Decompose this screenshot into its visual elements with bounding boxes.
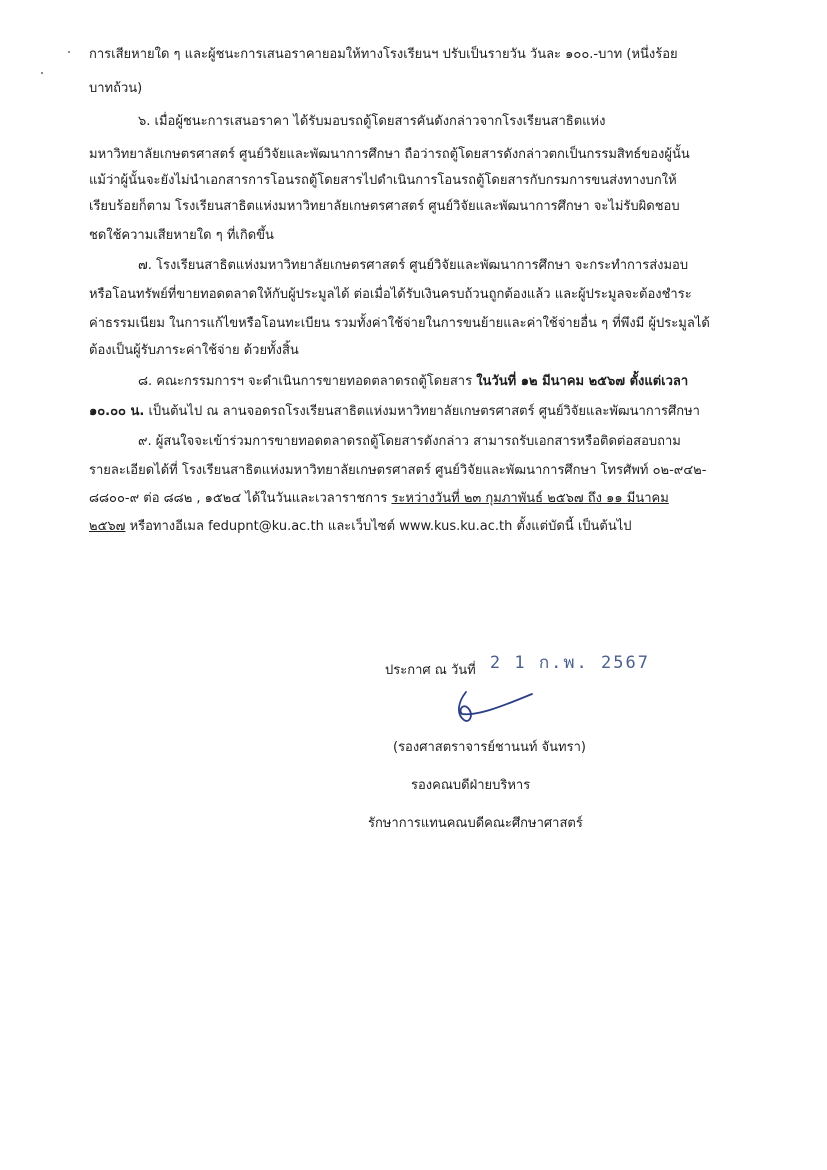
p8-line-1 — [138, 373, 688, 393]
announce-label: ประกาศ ณ วันที่ — [385, 663, 476, 678]
p9-line-3 — [89, 490, 669, 510]
p9-period-start: ระหว่างวันที่ ๒๓ กุมภาพันธ์ ๒๕๖๗ ถึง ๑๑ มีนาคม — [391, 491, 669, 506]
p6-line-2: มหาวิทยาลัยเกษตรศาสตร์ ศูนย์วิจัยและพัฒนาการศึกษา ถือว่ารถตู้โดยสารดังกล่าวตกเป็นกรรมสิทธ์ของผู้นั้น — [89, 147, 690, 162]
announce-date-line — [385, 653, 650, 680]
p8-auction-date: ในวันที่ ๑๒ มีนาคม ๒๕๖๗ ตั้งแต่เวลา — [476, 374, 689, 389]
p5-line-1: การเสียหายใด ๆ และผู้ชนะการเสนอราคายอมให้ทางโรงเรียนฯ ปรับเป็นรายวัน วันละ ๑๐๐.-บาท (หนึ่งร้อย — [89, 47, 678, 62]
p6-line-4: เรียบร้อยก็ตาม โรงเรียนสาธิตแห่งมหาวิทยาลัยเกษตรศาสตร์ ศูนย์วิจัยและพัฒนาการศึกษา จะไม่รับผิดชอบ — [89, 199, 680, 214]
signatory-acting-position: รักษาการแทนคณบดีคณะศึกษาศาสตร์ — [368, 816, 583, 831]
p7-line-4: ต้องเป็นผู้รับภาระค่าใช้จ่าย ด้วยทั้งสิ้น — [89, 343, 299, 358]
p9-period-end: ๒๕๖๗ — [89, 519, 126, 534]
scan-speck — [68, 51, 70, 53]
p9-line-3-text: ๘๘๐๐-๙ ต่อ ๘๘๒ , ๑๕๒๔ ได้ในวันและเวลาราชการ — [89, 491, 392, 506]
p9-line-4-text: หรือทางอีเมล fedupnt@ku.ac.th และเว็บไซต์ www.kus.ku.ac.th ตั้งแต่บัดนี้ เป็นต้นไป — [125, 519, 632, 534]
p6-line-3: แม้ว่าผู้นั้นจะยังไม่นำเอกสารการโอนรถตู้โดยสารไปดำเนินการโอนรถตู้โดยสารกับกรมการขนส่งทางบกให้ — [89, 173, 677, 188]
p6-line-1: ๖. เมื่อผู้ชนะการเสนอราคา ได้รับมอบรถตู้โดยสารคันดังกล่าวจากโรงเรียนสาธิตแห่ง — [138, 114, 606, 129]
p8-line-1-text: ๘. คณะกรรมการฯ จะดำเนินการขายทอดตลาดรถตู้โดยสาร — [138, 374, 477, 389]
handwritten-signature — [448, 688, 538, 728]
p8-line-2 — [89, 403, 700, 423]
signatory-position: รองคณบดีฝ่ายบริหาร — [411, 778, 531, 793]
p9-line-2: รายละเอียดได้ที่ โรงเรียนสาธิตแห่งมหาวิทยาลัยเกษตรศาสตร์ ศูนย์วิจัยและพัฒนาการศึกษา โทรศัพท์ ๐๒-๙๔๒- — [89, 463, 707, 478]
p7-line-2: หรือโอนทรัพย์ที่ขายทอดตลาดให้กับผู้ประมูลได้ ต่อเมื่อได้รับเงินครบถ้วนถูกต้องแล้ว และผู้ประมูลจะต้องชำระ — [89, 287, 692, 302]
date-stamp: 2 1 ก.พ. 2567 — [489, 653, 650, 673]
p8-line-2-text: เป็นต้นไป ณ ลานจอดรถโรงเรียนสาธิตแห่งมหาวิทยาลัยเกษตรศาสตร์ ศูนย์วิจัยและพัฒนาการศึกษา — [144, 404, 700, 419]
signatory-name: (รองศาสตราจารย์ชานนท์ จันทรา) — [393, 740, 586, 755]
p7-line-1: ๗. โรงเรียนสาธิตแห่งมหาวิทยาลัยเกษตรศาสตร์ ศูนย์วิจัยและพัฒนาการศึกษา จะกระทำการส่งมอบ — [138, 258, 689, 273]
p6-line-5: ชดใช้ความเสียหายใด ๆ ที่เกิดขึ้น — [89, 228, 274, 243]
p7-line-3: ค่าธรรมเนียม ในการแก้ไขหรือโอนทะเบียน รวมทั้งค่าใช้จ่ายในการขนย้ายและค่าใช้จ่ายอื่น ๆ ที่พึงมี ผู้ประมูลได้ — [89, 316, 710, 331]
scan-speck — [41, 72, 43, 74]
p8-auction-time: ๑๐.๐๐ น. — [89, 404, 145, 419]
p5-line-2: บาทถ้วน) — [89, 81, 143, 96]
p9-line-1: ๙. ผู้สนใจจะเข้าร่วมการขายทอดตลาดรถตู้โดยสารดังกล่าว สามารถรับเอกสารหรือติดต่อสอบถาม — [138, 434, 681, 449]
p9-line-4 — [89, 518, 632, 538]
